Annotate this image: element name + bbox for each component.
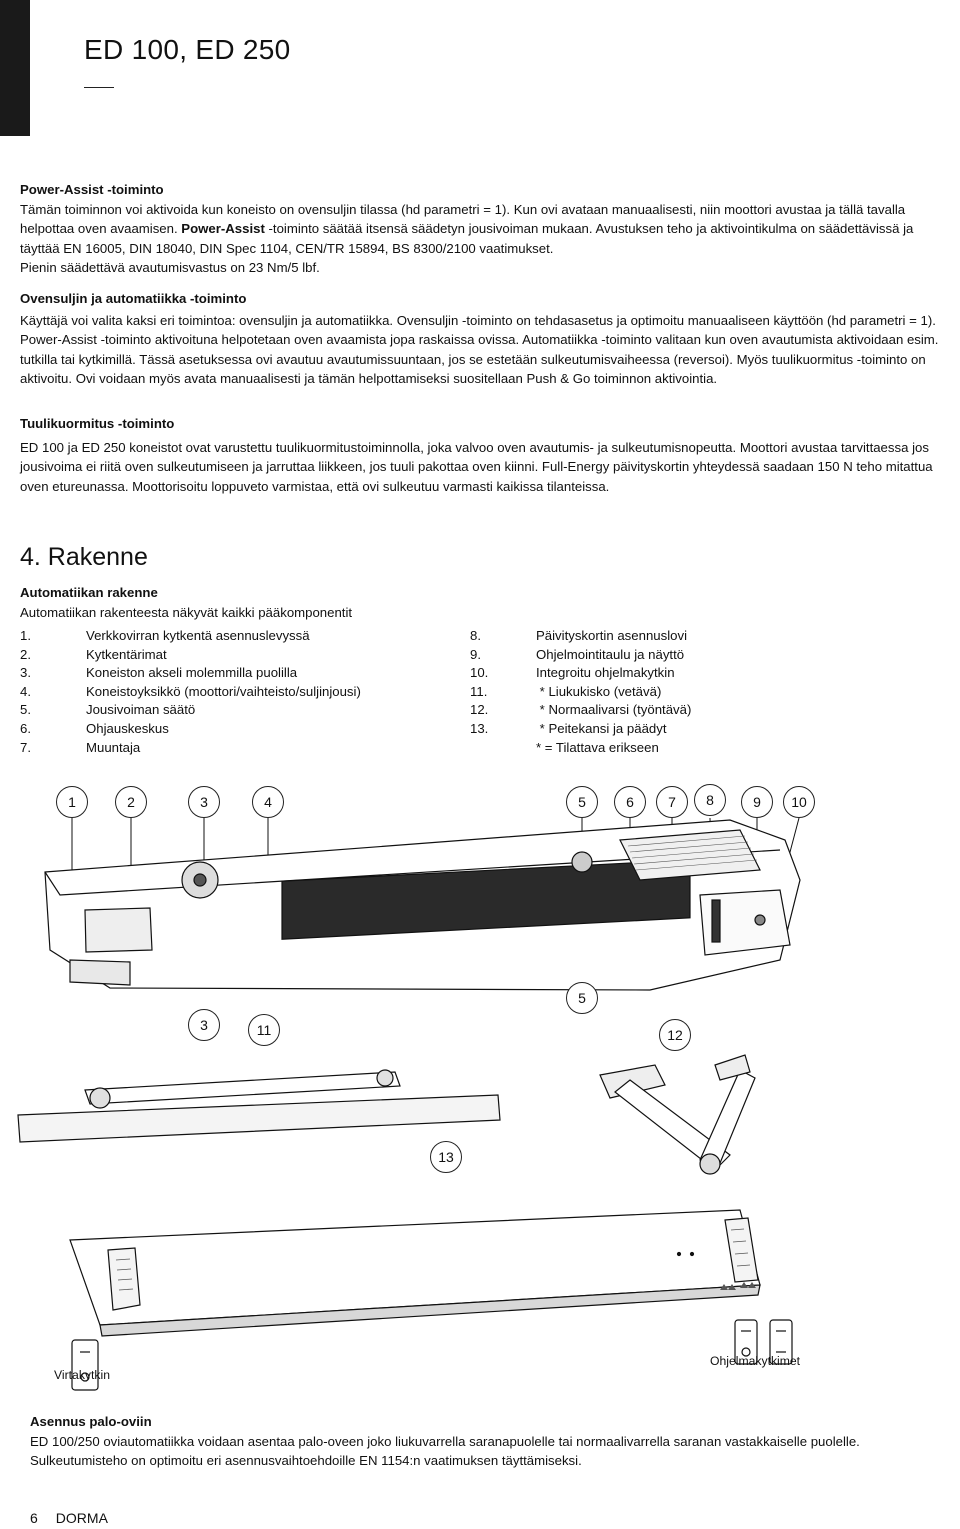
power-switch-caption: Virtakytkin [54, 1368, 110, 1382]
normal-arm [600, 1055, 755, 1174]
palo-body: ED 100/250 oviautomatiikka voidaan asentaa palo-oveen joko liukuvarrella saranapuolelle tai normaalivarrella saranan vastakkaiselle puolelle. Sulkeutumisteho on optimoitu eri asennusvaihtoehdoille EN 1154:n vaatimuksen täyttämiseksi. [30, 1433, 860, 1468]
callout-5: 5 [566, 786, 598, 818]
power-switch [72, 1340, 98, 1390]
list-item: 5. Jousivoiman säätö [20, 702, 196, 718]
power-assist-text-a: Tämän toiminnon voi aktivoida kun koneisto on ovensuljin tilassa (hd parametri = 1). Kun ovi avataan manuaalisesti, niin moottori avustaa ja tällä tavalla helpottaa oven avaamisen. [20, 201, 906, 236]
ovensuljin-heading: Ovensuljin ja automatiikka -toiminto [20, 291, 247, 306]
ovensuljin-body: Käyttäjä voi valita kaksi eri toimintoa: ovensuljin ja automatiikka. Ovensuljin -toiminto on tehdasasetus ja optimoitu manuaaliseen käyttöön (hd parametri = 1). Power-Assist -toiminto aktivoituna helpotetaan oven avaamista jopa raskaissa ovissa. Automatiikka -toiminto valitaan kun oven avautumista aktivoidaan esim. tutkilla tai kytkimillä. Tässä asetuksessa ovi avautuu avautumissuuntaan, jos se estetään sulkeutumisvaiheessa (reversoi). Myös tuulikuormitus -toiminto on aktivoitu. Ovi voidaan myös avata manuaalisesti ja tämän helpottamiseksi suositellaan Push & Go toiminnon aktivointia. [20, 312, 939, 386]
callout-13: 13 [430, 1141, 462, 1173]
operator-diagram [0, 780, 960, 1400]
page-number: 6 [30, 1510, 38, 1526]
list-item: 4. Koneistoyksikkö (moottori/vaihteisto/suljinjousi) [20, 683, 361, 699]
ovensuljin-section [20, 289, 940, 389]
list-item: 1. Verkkovirran kytkentä asennuslevyssä [20, 628, 310, 643]
callout-12: 12 [659, 1019, 691, 1051]
list-item: 8. Päivityskortin asennuslovi [470, 628, 687, 643]
list-item: 9. Ohjelmointitaulu ja näyttö [470, 646, 685, 662]
component-list-right [470, 627, 691, 757]
list-item: * = Tilattava erikseen [536, 739, 659, 755]
list-item: 3. Koneiston akseli molemmilla puolilla [20, 665, 298, 681]
callout-3-lower: 3 [188, 1009, 220, 1041]
tuulikuormitus-heading: Tuulikuormitus -toiminto [20, 416, 175, 431]
list-item: 6. Ohjauskeskus [20, 720, 169, 736]
callout-4: 4 [252, 786, 284, 818]
rakenne-section [20, 583, 940, 622]
tuulikuormitus-section [20, 414, 940, 496]
callout-1: 1 [56, 786, 88, 818]
page-footer [30, 1510, 126, 1526]
power-assist-heading: Power-Assist -toiminto [20, 182, 164, 197]
rakenne-heading: Automatiikan rakenne [20, 585, 158, 600]
chapter-title: 4. Rakenne [20, 543, 148, 571]
callout-9: 9 [741, 786, 773, 818]
callout-2: 2 [115, 786, 147, 818]
list-item: 10. Integroitu ohjelmakytkin [470, 665, 675, 681]
palo-heading: Asennus palo-oviin [30, 1414, 152, 1429]
page-edge-bar [0, 0, 30, 136]
power-assist-section [20, 180, 940, 278]
power-assist-text-b: -toiminto säätää itsensä säädetyn jousivoiman mukaan. Avustuksen teho ja aktivointikulma on säädettävissä ja täyttää EN 16005, DIN 18040, DIN Spec 1104, CEN/TR 15894, BS 8300/2100 vaatimukset. [20, 221, 914, 256]
callout-11: 11 [248, 1014, 280, 1046]
callout-6: 6 [614, 786, 646, 818]
document-title: ED 100, ED 250 [84, 34, 291, 65]
palo-section [30, 1412, 910, 1471]
callout-7: 7 [656, 786, 688, 818]
list-item: 11. * Liukukisko (vetävä) [470, 683, 662, 699]
callout-10: 10 [783, 786, 815, 818]
cover [70, 1210, 760, 1336]
callout-3: 3 [188, 786, 220, 818]
power-assist-body [20, 200, 940, 259]
rakenne-intro: Automatiikan rakenteesta näkyvät kaikki pääkomponentit [20, 604, 353, 620]
program-switch-caption: Ohjelmakytkimet [710, 1354, 801, 1368]
list-item: 12. * Normaalivarsi (työntävä) [470, 702, 692, 718]
list-item: 7. Muuntaja [20, 739, 141, 755]
title-underline [84, 87, 114, 88]
tuulikuormitus-body: ED 100 ja ED 250 koneistot ovat varustettu tuulikuormitustoiminnolla, joka valvoo oven avautumis- ja sulkeutumisnopeutta. Moottori avustaa tarvittaessa jos jousivoima ei riitä oven sulkeutumiseen ja jarruttaa liikkeen, jos tuuli pakottaa oven kiinni. Full-Energy päivityskortin yhteydessä saadaan 150 N teho mitattua oven etureunassa. Moottorisoitu loppuveto varmistaa, että ovi sulkeutuu varmasti kaikissa tilanteissa. [20, 439, 933, 494]
power-assist-body-2: Pienin säädettävä avautumisvastus on 23 Nm/5 lbf. [20, 260, 320, 275]
callout-8: 8 [694, 784, 726, 816]
slide-rail [18, 1070, 500, 1142]
callout-5-lower: 5 [566, 982, 598, 1014]
component-list-left [20, 627, 361, 757]
operator-body [45, 820, 800, 990]
list-item: 2. Kytkentärimat [20, 646, 167, 662]
list-item: 13. * Peitekansi ja päädyt [470, 720, 667, 736]
footer-brand: DORMA [55, 1510, 108, 1526]
power-assist-bold: Power-Assist [181, 221, 265, 236]
